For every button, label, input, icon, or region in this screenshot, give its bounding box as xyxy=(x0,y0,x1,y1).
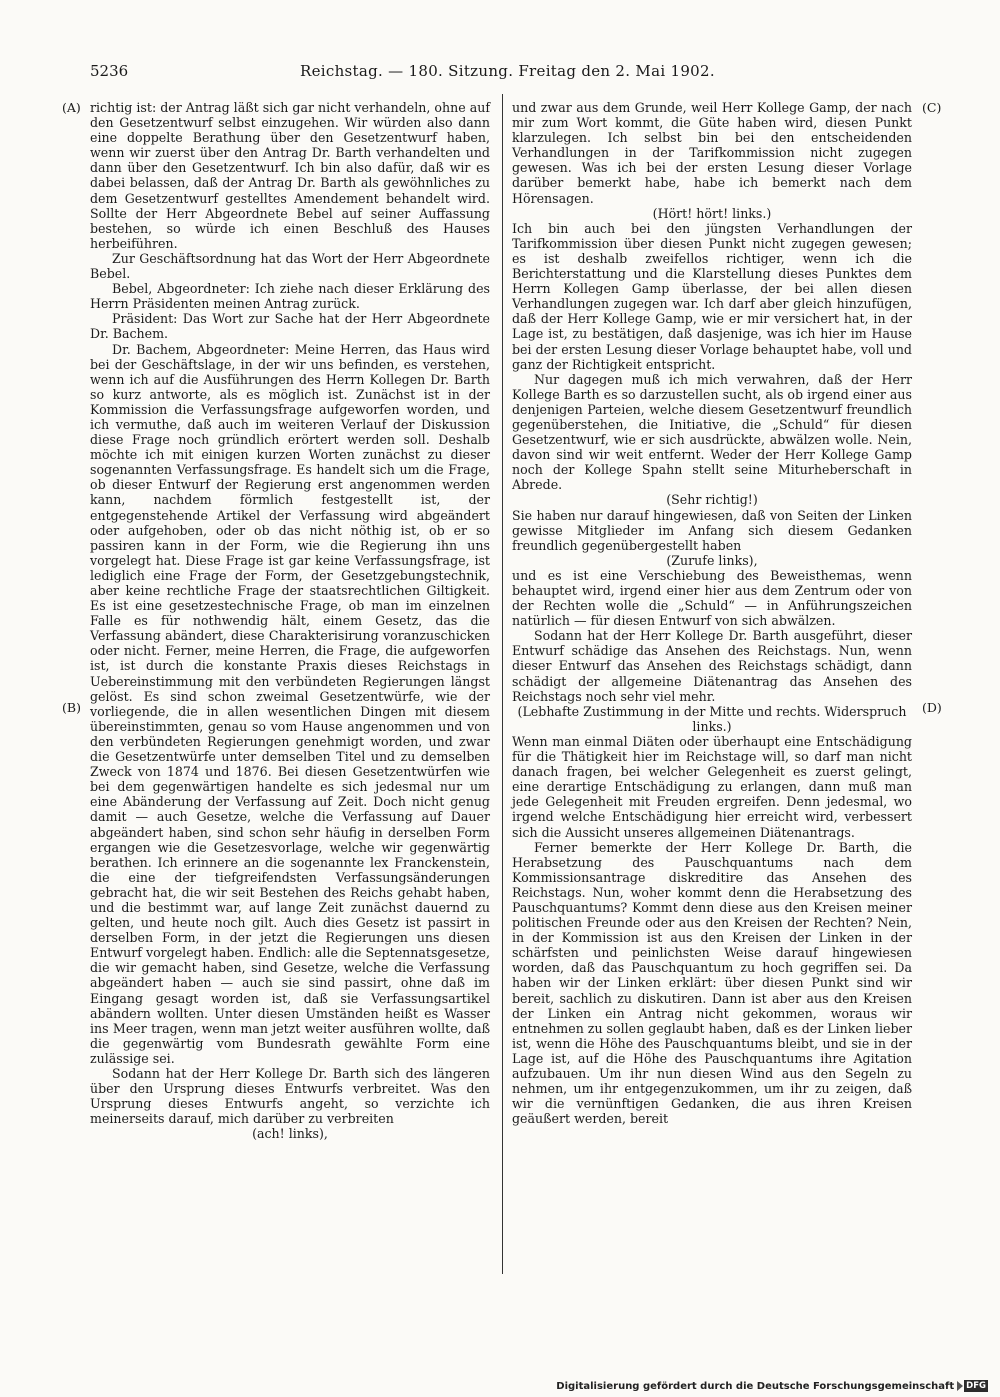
left-column xyxy=(90,100,490,1141)
dfg-logo-icon xyxy=(957,1380,988,1392)
dfg-logo-text: DFG xyxy=(966,1381,986,1391)
margin-mark-b: (B) xyxy=(62,700,81,715)
paragraph: und es ist eine Verschiebung des Beweisthemas, wenn behauptet wird, irgend einer hier aus dem Zentrum oder von der Rechten wolle die „Schuld“ — in Anführungszeichen natürlich — für diesen Entwurf von sich abwälzen. xyxy=(512,567,912,629)
paragraph: Wenn man einmal Diäten oder überhaupt eine Entschädigung für die Thätigkeit hier im Reichstage will, so darf man nicht danach fragen, bei welcher Gelegenheit es zuerst gelingt, eine derartige Entschädigung zu erlangen, dann muß man jede Gelegenheit mit Freuden ergreifen. Denn jedesmal, wo irgend welche Entschädigung hier erreicht wird, verbessert sich die Aussicht unseres allgemeinen Diätenantrags. xyxy=(512,733,912,840)
paragraph: Sodann hat der Herr Kollege Dr. Barth ausgeführt, dieser Entwurf schädige das Ansehen des Reichstags. Nun, wenn dieser Entwurf das Ansehen des Reichstags schädigt, dann schädigt der allgemeine Diätenantrag das Ansehen des Reichstags noch sehr viel mehr. xyxy=(512,628,912,704)
paragraph: Dr. Bachem, Abgeordneter: Meine Herren, das Haus wird bei der Geschäftslage, in der wir uns befinden, es verstehen, wenn ich auf die Ausführungen des Herrn Kollegen Dr. Barth so kurz antworte, als es möglich ist. Zunächst ist in der Kommission die Verfassungsfrage aufgeworfen worden, und ich vermuthe, daß auch im weiteren Verlauf der Diskussion diese Frage noch gründlich erörtert werden soll. Deshalb möchte ich mit einigen kurzen Worten zunächst zu dieser sogenannten Verfassungsfrage. Es handelt sich um die Frage, ob dieser Entwurf der Regierung erst angenommen werden kann, nachdem förmlich festgestellt ist, der entgegenstehende Artikel der Verfassung wird abgeändert oder aufgehoben, oder ob das nicht nöthig ist, ob er so passiren kann in der Form, wie die Regierung ihn uns vorgelegt hat. Diese Frage ist gar keine Verfassungsfrage, ist lediglich eine Frage der Form, der Gesetzgebungstechnik, aber keine rechtliche Frage der staatsrechtlichen Giltigkeit. Es ist eine gesetzestechnische Frage, ob man im einzelnen Falle es für nothwendig hält, einem Gesetz, das die Verfassung abändert, diese Charakterisirung voranzuschicken oder nicht. Ferner, meine Herren, die Frage, die aufgeworfen ist, ist durch die konstante Praxis dieses Reichstags in Uebereinstimmung mit den verbündeten Regierungen längst gelöst. Es sind schon zweimal Gesetzentwürfe, wie der vorliegende, die in allen wesentlichen Dingen mit diesem übereinstimmten, genau so vom Hause angenommen und von den verbündeten Regierungen genehmigt worden, und zwar die Gesetzentwürfe unter demselben Titel und zu demselben Zweck von 1874 und 1876. Bei diesen Gesetzentwürfen wie bei dem gegenwärtigen handelte es sich jedesmal nur um eine Abänderung der Verfassung auf Zeit. Doch nicht genug damit — auch Gesetze, welche die Verfassung auf Dauer abgeändert haben, sind schon sehr häufig in derselben Form ergangen wie die Gesetzesvorlage, welche wir gegenwärtig berathen. Ich erinnere an die sogenannte lex Franckenstein, die eine der tiefgreifendsten Verfassungsänderungen gebracht hat, die wir seit Bestehen des Reichs gehabt haben, und die bestimmt war, auf lange Zeit zunächst dauernd zu gelten, und heute noch gilt. Auch dies Gesetz ist passirt in derselben Form, in der jetzt die Regierungen uns diesen Entwurf vorgelegt haben. Endlich: alle die Septennatsgesetze, die wir gemacht haben, sind Gesetze, welche die Verfassung abgeändert haben — auch sie sind passirt, ohne daß im Eingang gesagt worden ist, daß sie Verfassungsartikel abändern wollten. Unter diesen Umständen heißt es Wasser ins Meer tragen, wenn man jetzt weiter ausführen wollte, daß die gegenwärtig vom Bundesrath gewählte Form eine zulässige sei. xyxy=(90,341,490,1066)
margin-mark-a: (A) xyxy=(62,100,81,115)
interjection: (Sehr richtig!) xyxy=(666,492,758,508)
paragraph: Zur Geschäftsordnung hat das Wort der Herr Abgeordnete Bebel. xyxy=(90,250,490,282)
paragraph: Präsident: Das Wort zur Sache hat der Herr Abgeordnete Dr. Bachem. xyxy=(90,311,490,342)
margin-mark-d: (D) xyxy=(922,700,942,715)
paragraph: Ich bin auch bei den jüngsten Verhandlungen der Tarifkommission über diesen Punkt nicht zugegen gewesen; es ist deshalb zweifellos richtiger, wenn ich die Berichterstattung und die Klarstellung dieses Punktes dem Herrn Kollegen Gamp überlasse, der bei allen diesen Verhandlungen zugegen war. Ich darf aber gleich hinzufügen, daß der Herr Kollege Gamp, wie er mir versichert hat, in der Lage ist, zu bestätigen, daß dasjenige, was ich hier im Hause bei der ersten Lesung dieser Vorlage behauptet habe, voll und ganz der Richtigkeit entspricht. xyxy=(512,220,912,372)
margin-mark-c: (C) xyxy=(922,100,942,115)
page-title: Reichstag. — 180. Sitzung. Freitag den 2. Mai 1902. xyxy=(300,62,715,80)
interjection: (Hört! hört! links.) xyxy=(652,205,772,221)
paragraph: Ferner bemerkte der Herr Kollege Dr. Barth, die Herabsetzung des Pauschquantums nach dem Kommissionsantrage diskreditire das Ansehen des Reichstags. Nun, woher kommt denn die Herabsetzung des Pauschquantums? Kommt denn diese aus den Kreisen meiner politischen Freunde oder aus den Kreisen der Rechten? Nein, in der Kommission ist aus den Kreisen der Linken in der schärfsten und peinlichsten Weise darauf hingewiesen worden, daß das Pauschquantum zu hoch gegriffen sei. Da haben wir der Linken erklärt: über diesen Punkt sind wir bereit, sachlich zu diskutiren. Dann ist aber aus den Kreisen der Linken ein Antrag nicht gekommen, woraus wir entnehmen zu sollen geglaubt haben, daß es der Linken lieber ist, wenn die Höhe des Pauschquantums bleibt, und sie in der Lage ist, auf die Höhe des Pauschquantums ihre Agitation aufzubauen. Um ihr nun diesen Wind aus den Segeln zu nehmen, um ihr entgegenzukommen, um ihr zu zeigen, daß wir die vernünftigen Gedanken, die aus ihren Kreisen geäußert werden, bereit xyxy=(512,839,913,1127)
page-number: 5236 xyxy=(90,62,129,80)
interjection: (Zurufe links), xyxy=(666,552,758,568)
right-column xyxy=(512,100,912,1126)
column-divider xyxy=(502,94,503,1274)
page-header xyxy=(90,62,910,84)
interjection: (ach! links), xyxy=(252,1126,328,1142)
paragraph: Sie haben nur darauf hingewiesen, daß von Seiten der Linken gewisse Mitglieder im Anfang sich diesem Gedanken freundlich gegenübergestellt haben xyxy=(512,507,912,553)
paragraph: Bebel, Abgeordneter: Ich ziehe nach dieser Erklärung des Herrn Präsidenten meinen Antrag zurück. xyxy=(90,281,490,312)
paragraph: Sodann hat der Herr Kollege Dr. Barth sich des längeren über den Ursprung dieses Entwurfs verbreitet. Was den Ursprung dieses Entwurfs angeht, so verzichte ich meinerseits darauf, mich darüber zu verbreiten xyxy=(90,1066,490,1127)
footer-text: Digitalisierung gefördert durch die Deutsche Forschungsgemeinschaft xyxy=(556,1380,955,1392)
paragraph: Nur dagegen muß ich mich verwahren, daß der Herr Kollege Barth es so darzustellen sucht, als ob irgend einer aus denjenigen Parteien, welche diesem Gesetzentwurf freundlich gegenüberstehen, die Initiative, die „Schuld“ für diesen Gesetzentwurf, wie er sich ausdrückte, abwälzen wolle. Nein, davon sind wir weit entfernt. Weder der Herr Kollege Gamp noch der Kollege Spahn stellt seine Miturheberschaft in Abrede. xyxy=(512,371,912,493)
paragraph: und zwar aus dem Grunde, weil Herr Kollege Gamp, der nach mir zum Wort kommt, die Güte haben wird, diesen Punkt klarzulegen. Ich selbst bin bei den entscheidenden Verhandlungen in der Tarifkommission nicht zugegen gewesen. Was ich bei der ersten Lesung dieser Vorlage darüber bemerkt habe, habe ich bemerkt nach dem Hörensagen. xyxy=(512,100,912,206)
digitization-footer xyxy=(556,1379,988,1393)
paragraph: richtig ist: der Antrag läßt sich gar nicht verhandeln, ohne auf den Gesetzentwurf selbst einzugehen. Wir würden also dann eine doppelte Berathung über den Gesetzentwurf haben, wenn wir zuerst über den Antrag Dr. Barth verhandelten und dann über den Gesetzentwurf. Ich bin also dafür, daß wir es dabei belassen, daß der Antrag Dr. Barth als gewöhnliches zu dem Gesetzentwurf gestelltes Amendement behandelt wird. Sollte der Herr Abgeordnete Bebel auf seiner Auffassung bestehen, so würde ich einen Beschluß des Hauses herbeiführen. xyxy=(90,100,490,251)
interjection: (Lebhafte Zustimmung in der Mitte und rechts. Widerspruch links.) xyxy=(517,703,907,734)
